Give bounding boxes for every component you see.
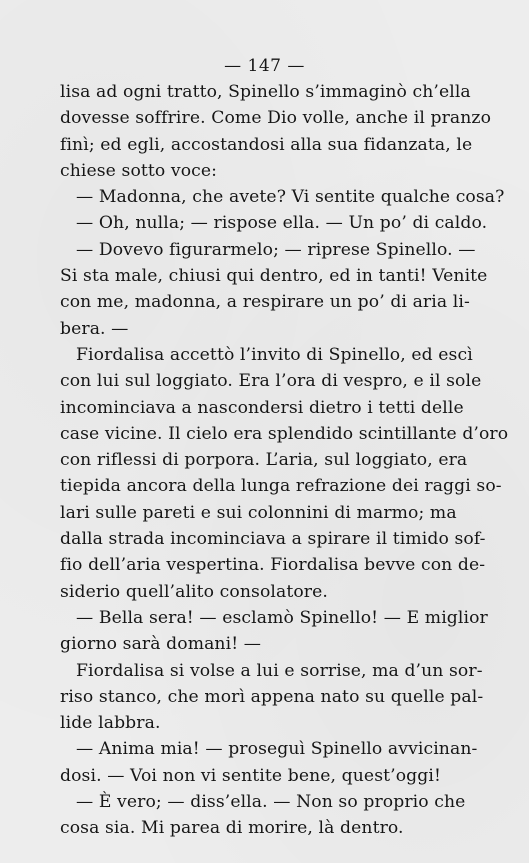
text-line: case vicine. Il cielo era splendido scintillante d’oro xyxy=(60,423,509,444)
text-line: — Oh, nulla; — rispose ella. — Un po’ di caldo. xyxy=(76,213,488,234)
text-line: dovesse soffrire. Come Dio volle, anche il pranzo xyxy=(60,108,492,129)
text-line: — È vero; — diss’ella. — Non so proprio che xyxy=(76,792,466,813)
text-line: lisa ad ogni tratto, Spinello s’immaginò ch’ella xyxy=(60,82,471,102)
text-line: Fiordalisa si volse a lui e sorrise, ma d’un sor- xyxy=(76,660,483,681)
text-line: finì; ed egli, accostandosi alla sua fidanzata, le xyxy=(60,134,473,155)
body-text xyxy=(60,79,509,842)
text-line: chiese sotto voce: xyxy=(60,160,218,181)
text-line: — Anima mia! — proseguì Spinello avvicinan- xyxy=(76,739,478,760)
text-line: giorno sarà domani! — xyxy=(60,634,262,655)
text-line: Si sta male, chiusi qui dentro, ed in tanti! Venite xyxy=(60,266,488,287)
text-line: lari sulle pareti e sui colonnini di marmo; ma xyxy=(60,502,457,523)
text-line: dalla strada incominciava a spirare il timido sof- xyxy=(60,529,486,550)
text-line: fio dell’aria vespertina. Fiordalisa bevve con de- xyxy=(60,555,486,576)
text-line: bera. — xyxy=(60,318,129,339)
text-line: cosa sia. Mi parea di morire, là dentro. xyxy=(60,818,404,839)
text-line: Fiordalisa accettò l’invito di Spinello, ed escì xyxy=(76,344,473,365)
text-line: con riflessi di porpora. L’aria, sul loggiato, era xyxy=(60,450,468,471)
text-line: tiepida ancora della lunga refrazione dei raggi so- xyxy=(60,476,502,497)
text-line: — Dovevo figurarmelo; — riprese Spinello. — xyxy=(76,239,476,260)
text-line: con me, madonna, a respirare un po’ di aria li- xyxy=(60,292,470,313)
page-number: — 147 — xyxy=(224,56,305,76)
text-line: — Bella sera! — esclamò Spinello! — E miglior xyxy=(76,607,488,628)
text-line: riso stanco, che morì appena nato su quelle pal- xyxy=(60,686,484,707)
text-line: con lui sul loggiato. Era l’ora di vespro, e il sole xyxy=(60,371,482,392)
text-line: lide labbra. xyxy=(60,713,161,734)
text-line: incominciava a nascondersi dietro i tetti delle xyxy=(60,397,464,418)
text-line: siderio quell’alito consolatore. xyxy=(60,581,328,602)
text-line: — Madonna, che avete? Vi sentite qualche cosa? xyxy=(76,187,505,208)
text-line: dosi. — Voi non vi sentite bene, quest’oggi! xyxy=(60,765,441,786)
